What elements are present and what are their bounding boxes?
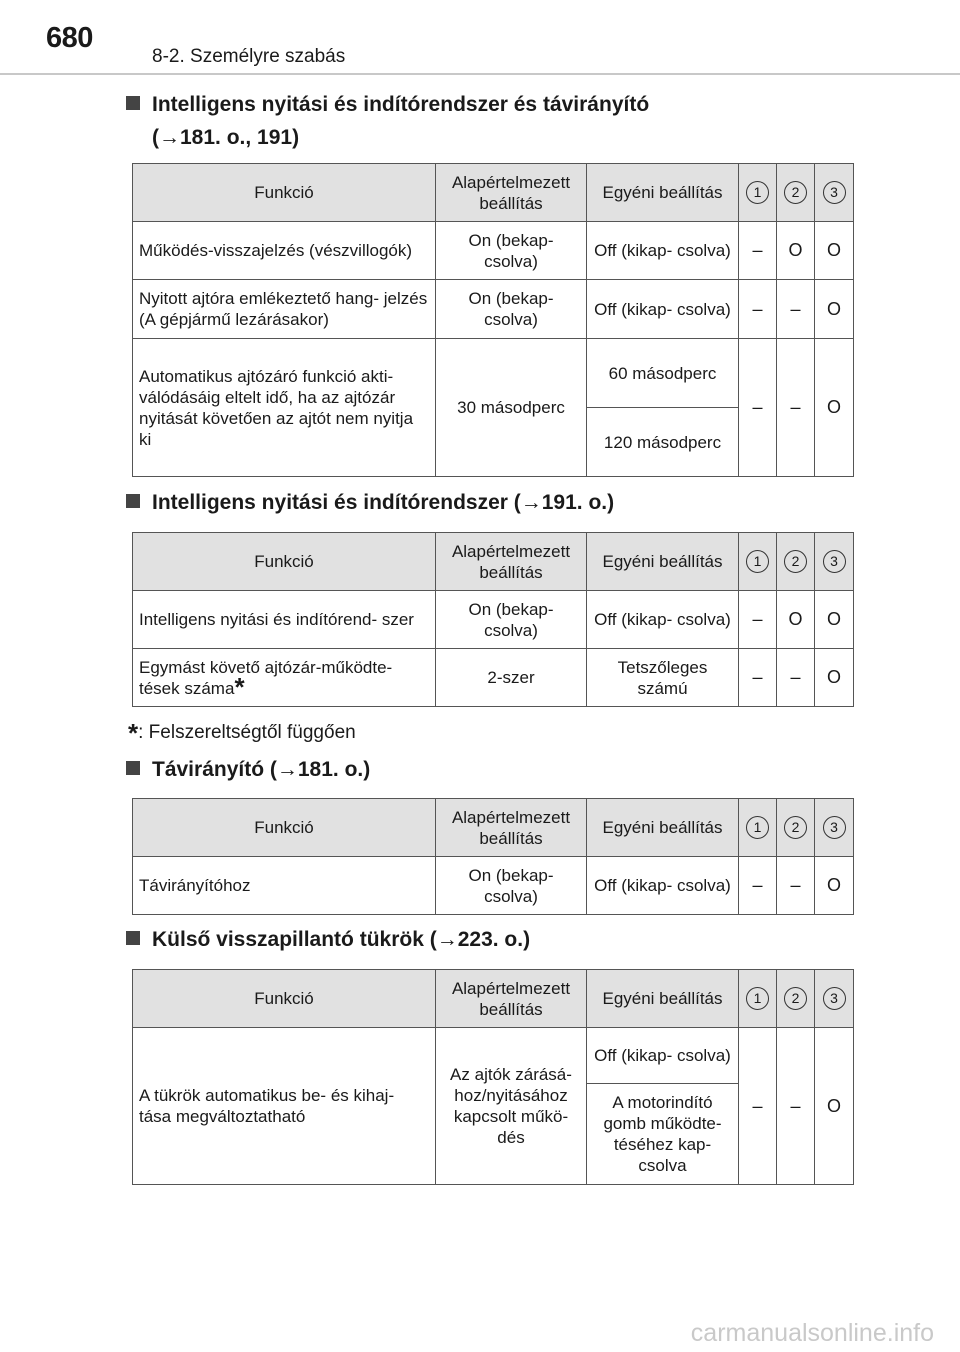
section-heading: Külső visszapillantó tükrök (→223. o.) xyxy=(126,923,530,956)
circled-3-icon: 3 xyxy=(823,181,846,204)
col-header-egyeni: Egyéni beállítás xyxy=(587,799,739,857)
col-header-egyeni: Egyéni beállítás xyxy=(587,970,739,1028)
bullet-square-icon xyxy=(126,96,140,110)
col-header-egyeni: Egyéni beállítás xyxy=(587,164,739,222)
settings-table xyxy=(132,163,854,477)
circled-1-icon: 1 xyxy=(746,550,769,573)
table-row: Működés-visszajelzés (vészvillogók) On (bekap- csolva) Off (kikap- csolva) – O O xyxy=(133,222,854,280)
col-header-alap: Alapértelmezett beállítás xyxy=(436,970,587,1028)
footnote: *: Felszereltségtől függően xyxy=(128,718,356,748)
circled-3-icon: 3 xyxy=(823,987,846,1010)
circled-2-icon: 2 xyxy=(784,550,807,573)
table-row: Nyitott ajtóra emlékeztető hang- jelzés (A gépjármű lezárásakor) On (bekap- csolva) Off (kikap- csolva) – – O xyxy=(133,280,854,339)
table-row: Automatikus ajtózáró funkció akti- válódásáig eltelt idő, ha az ajtózár nyitását követően az ajtót nem nyitja ki 30 másodperc 60 másodperc – – O xyxy=(133,339,854,408)
table-row: Távirányítóhoz On (bekap- csolva) Off (kikap- csolva) – – O xyxy=(133,857,854,915)
settings-table xyxy=(132,798,854,915)
table-row: Egymást követő ajtózár-működte- tések száma* 2-szer Tetszőleges számú – – O xyxy=(133,649,854,707)
page-number: 680 xyxy=(46,22,93,54)
col-header-funkcio: Funkció xyxy=(133,533,436,591)
section-heading: Távirányító (→181. o.) xyxy=(126,753,370,786)
col-header-alap: Alapértelmezett beállítás xyxy=(436,533,587,591)
settings-table xyxy=(132,969,854,1185)
settings-table xyxy=(132,532,854,707)
col-header-funkcio: Funkció xyxy=(133,164,436,222)
col-header-funkcio: Funkció xyxy=(133,970,436,1028)
circled-3-icon: 3 xyxy=(823,816,846,839)
bullet-square-icon xyxy=(126,931,140,945)
bullet-square-icon xyxy=(126,761,140,775)
watermark: carmanualsonline.info xyxy=(690,1319,934,1347)
table-row: A motorindító gomb működte- téséhez kap- csolva xyxy=(133,1084,854,1185)
circled-1-icon: 1 xyxy=(746,987,769,1010)
col-header-egyeni: Egyéni beállítás xyxy=(587,533,739,591)
section-heading: Intelligens nyitási és indítórendszer (→191. o.) xyxy=(126,486,614,519)
asterisk-mark: * xyxy=(234,671,245,702)
circled-2-icon: 2 xyxy=(784,816,807,839)
col-header-alap: Alapértelmezett beállítás xyxy=(436,799,587,857)
circled-3-icon: 3 xyxy=(823,550,846,573)
col-header-funkcio: Funkció xyxy=(133,799,436,857)
col-header-alap: Alapértelmezett beállítás xyxy=(436,164,587,222)
chapter-title: 8-2. Személyre szabás xyxy=(152,46,346,67)
table-row: A tükrök automatikus be- és kihaj- tása megváltoztatható Az ajtók zárásá- hoz/nyitásához kapcsolt műkö- dés Off (kikap- csolva) – – O xyxy=(133,1028,854,1084)
circled-1-icon: 1 xyxy=(746,816,769,839)
table-row: 120 másodperc xyxy=(133,408,854,477)
circled-2-icon: 2 xyxy=(784,987,807,1010)
table-row: Intelligens nyitási és indítórend- szer On (bekap- csolva) Off (kikap- csolva) – O O xyxy=(133,591,854,649)
bullet-square-icon xyxy=(126,494,140,508)
circled-1-icon: 1 xyxy=(746,181,769,204)
header-divider xyxy=(0,73,960,75)
section-heading: Intelligens nyitási és indítórendszer és távirányító (→181. o., 191) xyxy=(126,88,649,154)
circled-2-icon: 2 xyxy=(784,181,807,204)
